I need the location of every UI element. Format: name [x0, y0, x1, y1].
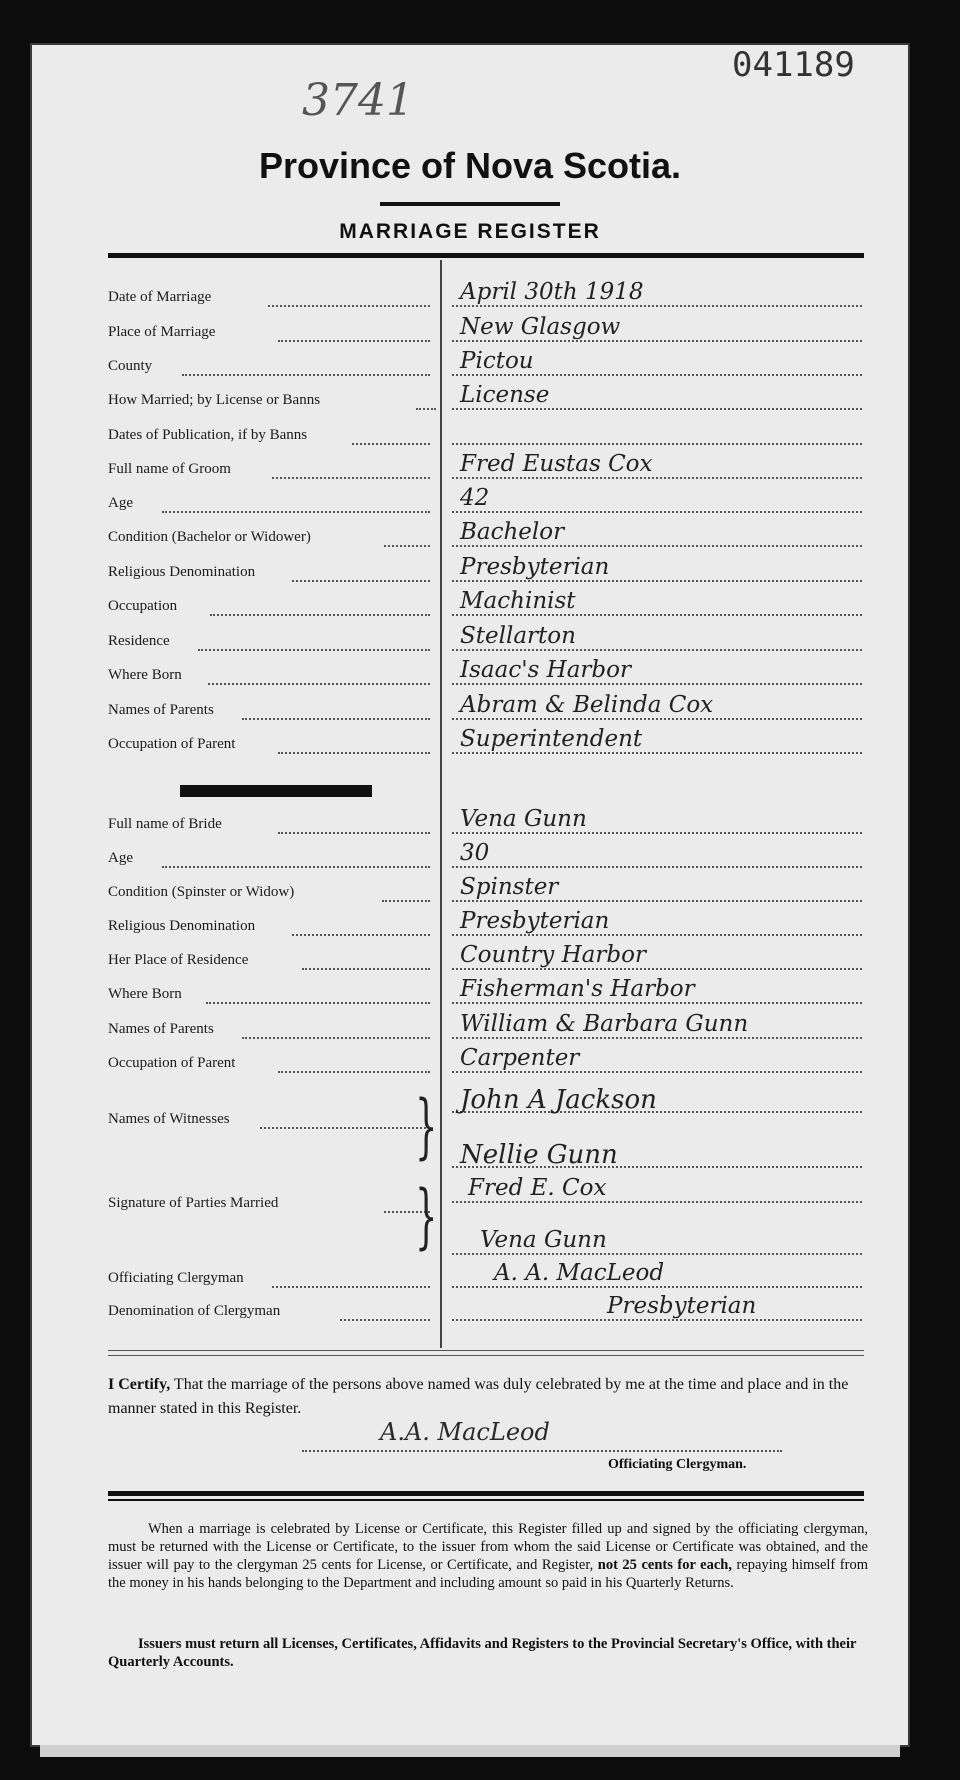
field-value-residence: Stellarton	[460, 623, 576, 649]
value-line	[452, 443, 862, 445]
notice-text-bold: not 25 cents for each,	[597, 1557, 732, 1573]
field-value-age: 42	[460, 485, 490, 511]
field-value-how-married-by-license-or-banns: License	[460, 382, 550, 408]
section-rule-bottom	[108, 1355, 864, 1356]
paper-edge	[40, 1745, 900, 1757]
value-line	[452, 752, 862, 754]
field-label-names-of-parents: Names of Parents	[108, 702, 214, 718]
witness-2: Nellie Gunn	[460, 1140, 618, 1170]
notice-rule-thin	[108, 1499, 864, 1501]
field-value-names-of-parents: Abram & Belinda Cox	[460, 692, 714, 718]
value-line	[452, 1071, 862, 1073]
value-line	[452, 900, 862, 902]
field-value-occupation-of-parent: Superintendent	[460, 726, 643, 752]
field-value-her-place-of-residence: Country Harbor	[460, 942, 646, 968]
field-label-full-name-of-bride: Full name of Bride	[108, 816, 222, 832]
value-line	[452, 832, 862, 834]
field-label-age: Age	[108, 495, 133, 511]
label-leader-dots	[382, 900, 430, 902]
value-line	[452, 614, 862, 616]
witness-1: John A Jackson	[460, 1085, 657, 1115]
notice-text-2: repaying himself from the money in his hands belonging to the Department and including amount so paid in his Quarterly Returns.	[108, 1557, 868, 1591]
label-leader-dots	[292, 934, 430, 936]
field-label-her-place-of-residence: Her Place of Residence	[108, 952, 249, 968]
party-signature-1: Fred E. Cox	[468, 1175, 607, 1201]
field-label-names-of-witnesses: Names of Witnesses	[108, 1111, 230, 1127]
label-leader-dots	[416, 408, 436, 410]
certify-lead: I Certify,	[108, 1376, 171, 1393]
field-value-where-born: Isaac's Harbor	[460, 657, 631, 683]
field-value-full-name-of-groom: Fred Eustas Cox	[460, 451, 653, 477]
field-label-religious-denomination: Religious Denomination	[108, 564, 256, 580]
field-value-condition-spinster-or-widow: Spinster	[460, 874, 559, 900]
field-label-signature-of-parties-married: Signature of Parties Married	[108, 1195, 279, 1211]
value-line	[452, 649, 862, 651]
clergyman-signature: A.A. MacLeod	[380, 1418, 550, 1446]
field-label-how-married-by-license-or-banns: How Married; by License or Banns	[108, 392, 321, 408]
label-leader-dots	[182, 374, 430, 376]
form-subtitle: MARRIAGE REGISTER	[339, 220, 601, 243]
value-line	[452, 305, 862, 307]
field-label-dates-of-publication-if-by-banns: Dates of Publication, if by Banns	[108, 427, 308, 443]
value-line	[452, 866, 862, 868]
label-leader-dots	[278, 832, 430, 834]
field-value-full-name-of-bride: Vena Gunn	[460, 806, 587, 832]
field-label-where-born: Where Born	[108, 667, 182, 683]
notice-rule-thick	[108, 1491, 864, 1496]
value-line	[452, 545, 862, 547]
field-label-county: County	[108, 358, 153, 374]
field-value-place-of-marriage: New Glasgow	[460, 314, 621, 340]
value-line	[452, 1201, 862, 1203]
value-line	[452, 683, 862, 685]
field-label-occupation-of-parent: Occupation of Parent	[108, 736, 236, 752]
field-label-place-of-marriage: Place of Marriage	[108, 324, 216, 340]
field-value-officiating-clergyman: A. A. MacLeod	[494, 1260, 665, 1286]
field-value-names-of-parents: William & Barbara Gunn	[460, 1011, 749, 1037]
value-line	[452, 1002, 862, 1004]
signatures-brace: }	[415, 1175, 438, 1257]
field-value-where-born: Fisherman's Harbor	[460, 976, 695, 1002]
value-line	[452, 1319, 862, 1321]
label-leader-dots	[210, 614, 430, 616]
value-line	[452, 934, 862, 936]
column-divider	[440, 260, 442, 1348]
label-leader-dots	[242, 1037, 430, 1039]
field-value-age: 30	[460, 840, 490, 866]
notice-text-1: When a marriage is celebrated by License or Certificate, this Register filled up and signed by the officiating clergyman, must be returned with the License or Certificate, to the issuer from whom the said License or Certificate was obtained, and the issuer will pay to the clergyman 25 cents for License, or Certificate, and Register,	[108, 1521, 868, 1573]
field-value-denomination-of-clergyman: Presbyterian	[607, 1293, 757, 1319]
field-label-full-name-of-groom: Full name of Groom	[108, 461, 231, 477]
field-label-date-of-marriage: Date of Marriage	[108, 289, 212, 305]
header-rule	[108, 253, 864, 258]
register-number-handwritten: 3741	[302, 75, 414, 126]
value-line	[452, 1037, 862, 1039]
field-label-condition-spinster-or-widow: Condition (Spinster or Widow)	[108, 884, 295, 900]
field-value-religious-denomination: Presbyterian	[460, 554, 610, 580]
register-form	[32, 45, 908, 1745]
title-underline	[380, 202, 560, 206]
label-leader-dots	[278, 752, 430, 754]
field-label-residence: Residence	[108, 633, 170, 649]
label-leader-dots	[206, 1002, 430, 1004]
signature-caption: Officiating Clergyman.	[608, 1457, 747, 1472]
stamp-number-handwritten: 041189	[732, 45, 855, 85]
field-value-condition-bachelor-or-widower: Bachelor	[460, 519, 565, 545]
label-leader-dots	[278, 340, 430, 342]
bride-section-bar	[180, 785, 372, 797]
notice-paragraph	[108, 1520, 868, 1592]
section-rule-top	[108, 1350, 864, 1351]
field-value-county: Pictou	[460, 348, 534, 374]
field-label-denomination-of-clergyman: Denomination of Clergyman	[108, 1303, 281, 1319]
field-label-occupation-of-parent: Occupation of Parent	[108, 1055, 236, 1071]
party-signature-2: Vena Gunn	[480, 1227, 607, 1253]
certify-text: That the marriage of the persons above named was duly celebrated by me at the time and place and in the manner stated in this Register.	[108, 1376, 849, 1417]
label-leader-dots	[260, 1127, 430, 1129]
label-leader-dots	[340, 1319, 430, 1321]
field-value-religious-denomination: Presbyterian	[460, 908, 610, 934]
certification-statement	[108, 1373, 868, 1421]
value-line	[452, 340, 862, 342]
value-line	[452, 968, 862, 970]
page-title: Province of Nova Scotia.	[258, 145, 682, 186]
label-leader-dots	[198, 649, 430, 651]
label-leader-dots	[272, 1286, 430, 1288]
issuers-instruction: Issuers must return all Licenses, Certificates, Affidavits and Registers to the Provincial Secretary's Office, with their Quarterly Accounts.	[108, 1636, 857, 1670]
value-line	[452, 374, 862, 376]
value-line	[452, 580, 862, 582]
witnesses-brace: }	[415, 1085, 438, 1167]
label-leader-dots	[162, 511, 430, 513]
label-leader-dots	[278, 1071, 430, 1073]
value-line	[452, 1253, 862, 1255]
field-label-officiating-clergyman: Officiating Clergyman	[108, 1270, 244, 1286]
field-label-religious-denomination: Religious Denomination	[108, 918, 256, 934]
label-leader-dots	[352, 443, 430, 445]
label-leader-dots	[292, 580, 430, 582]
value-line	[452, 408, 862, 410]
signature-line	[302, 1450, 782, 1452]
field-label-where-born: Where Born	[108, 986, 182, 1002]
field-label-names-of-parents: Names of Parents	[108, 1021, 214, 1037]
field-value-date-of-marriage: April 30th 1918	[460, 279, 644, 305]
value-line	[452, 477, 862, 479]
value-line	[452, 718, 862, 720]
field-value-occupation: Machinist	[460, 588, 576, 614]
label-leader-dots	[162, 866, 430, 868]
field-label-condition-bachelor-or-widower: Condition (Bachelor or Widower)	[108, 529, 311, 545]
label-leader-dots	[272, 477, 430, 479]
label-leader-dots	[242, 718, 430, 720]
field-label-occupation: Occupation	[108, 598, 178, 614]
field-value-occupation-of-parent: Carpenter	[460, 1045, 580, 1071]
value-line	[452, 511, 862, 513]
label-leader-dots	[302, 968, 430, 970]
label-leader-dots	[384, 545, 430, 547]
value-line	[452, 1286, 862, 1288]
label-leader-dots	[268, 305, 430, 307]
label-leader-dots	[208, 683, 430, 685]
field-label-age: Age	[108, 850, 133, 866]
